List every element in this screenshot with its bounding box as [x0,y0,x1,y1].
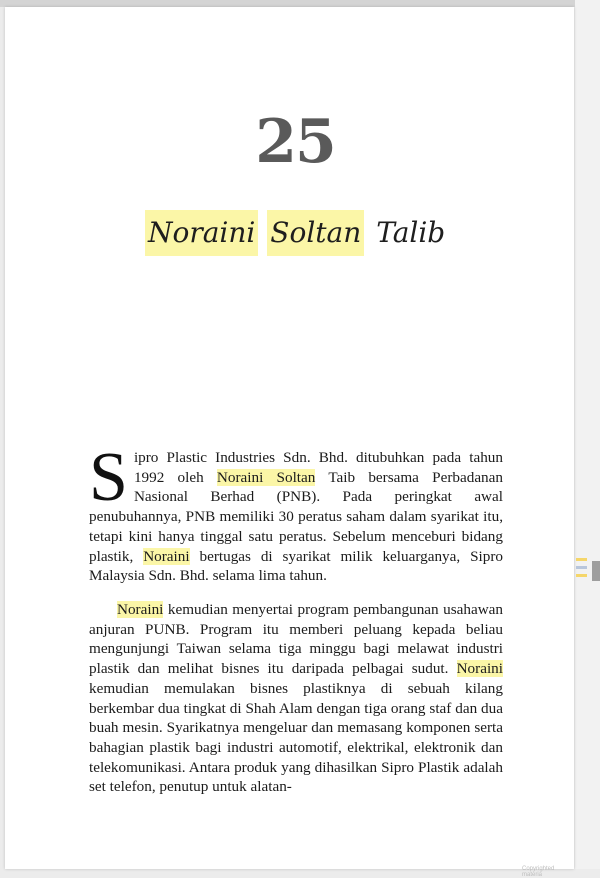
book-page [5,7,574,878]
highlighted-text[interactable]: Noraini [143,547,190,565]
scrollbar-thumb[interactable] [592,561,600,581]
highlighted-text[interactable]: Noraini [456,660,503,678]
chapter-title-word: Talib [376,216,446,249]
chapter-title [145,210,448,258]
drop-cap: S [89,439,128,516]
text-segment: ipro Plastic Industries Sdn. Bhd. ditubuhkan pada tahun 1992 oleh [133,449,503,486]
text-segment: Taib bersama Perbadanan Nasional Berhad (PNB). Pada peringkat awal penubuhannya, PNB memiliki 30 peratus saham dalam syarikat itu, tetapi kini hanya tinggal satu peratus. Sebelum menceburi bidang plastik, [89,468,503,565]
chapter-title-word-highlighted[interactable]: Noraini [145,210,258,256]
highlight-marker-yellow[interactable] [576,558,587,561]
text-segment: bertugas di syarikat milik keluarganya, Sipro Malaysia Sdn. Bhd. selama lima tahun. [89,547,503,585]
highlighted-text[interactable]: Noraini [117,601,164,618]
chapter-title-word-highlighted[interactable]: Soltan [267,210,364,256]
top-toolbar-edge [0,0,575,7]
text-segment: kemudian menyertai program pembangunan usahawan anjuran PUNB. Program itu memberi peluang kepada beliau mengunjungi Taiwan selama tiga minggu bagi melawat industri plastik dan melihat bisnes itu daripada pelbagai sudut. [89,601,503,678]
highlight-marker-blue[interactable] [576,566,587,569]
paragraph-1 [89,439,503,586]
paragraph-2 [89,600,503,797]
highlight-marker-yellow[interactable] [576,574,587,577]
chapter-number: 25 [255,107,335,177]
highlighted-text[interactable]: Noraini Soltan [216,468,316,486]
copyright-notice: Copyrighted materia [522,866,555,878]
text-segment: kemudian memulakan bisnes plastiknya di sebuah kilang berkembar dua tingkat di Shah Alam dengan tiga orang staf dan dua buah mesin. Syarikatnya mengeluar dan memasang komponen serta bahagian plastik bagi industri automotif, elektrikal, elektronik dan telekomunikasi. Antara produk yang dihasilkan Sipro Plastik adalah set telefon, penutup untuk alatan- [89,679,503,796]
